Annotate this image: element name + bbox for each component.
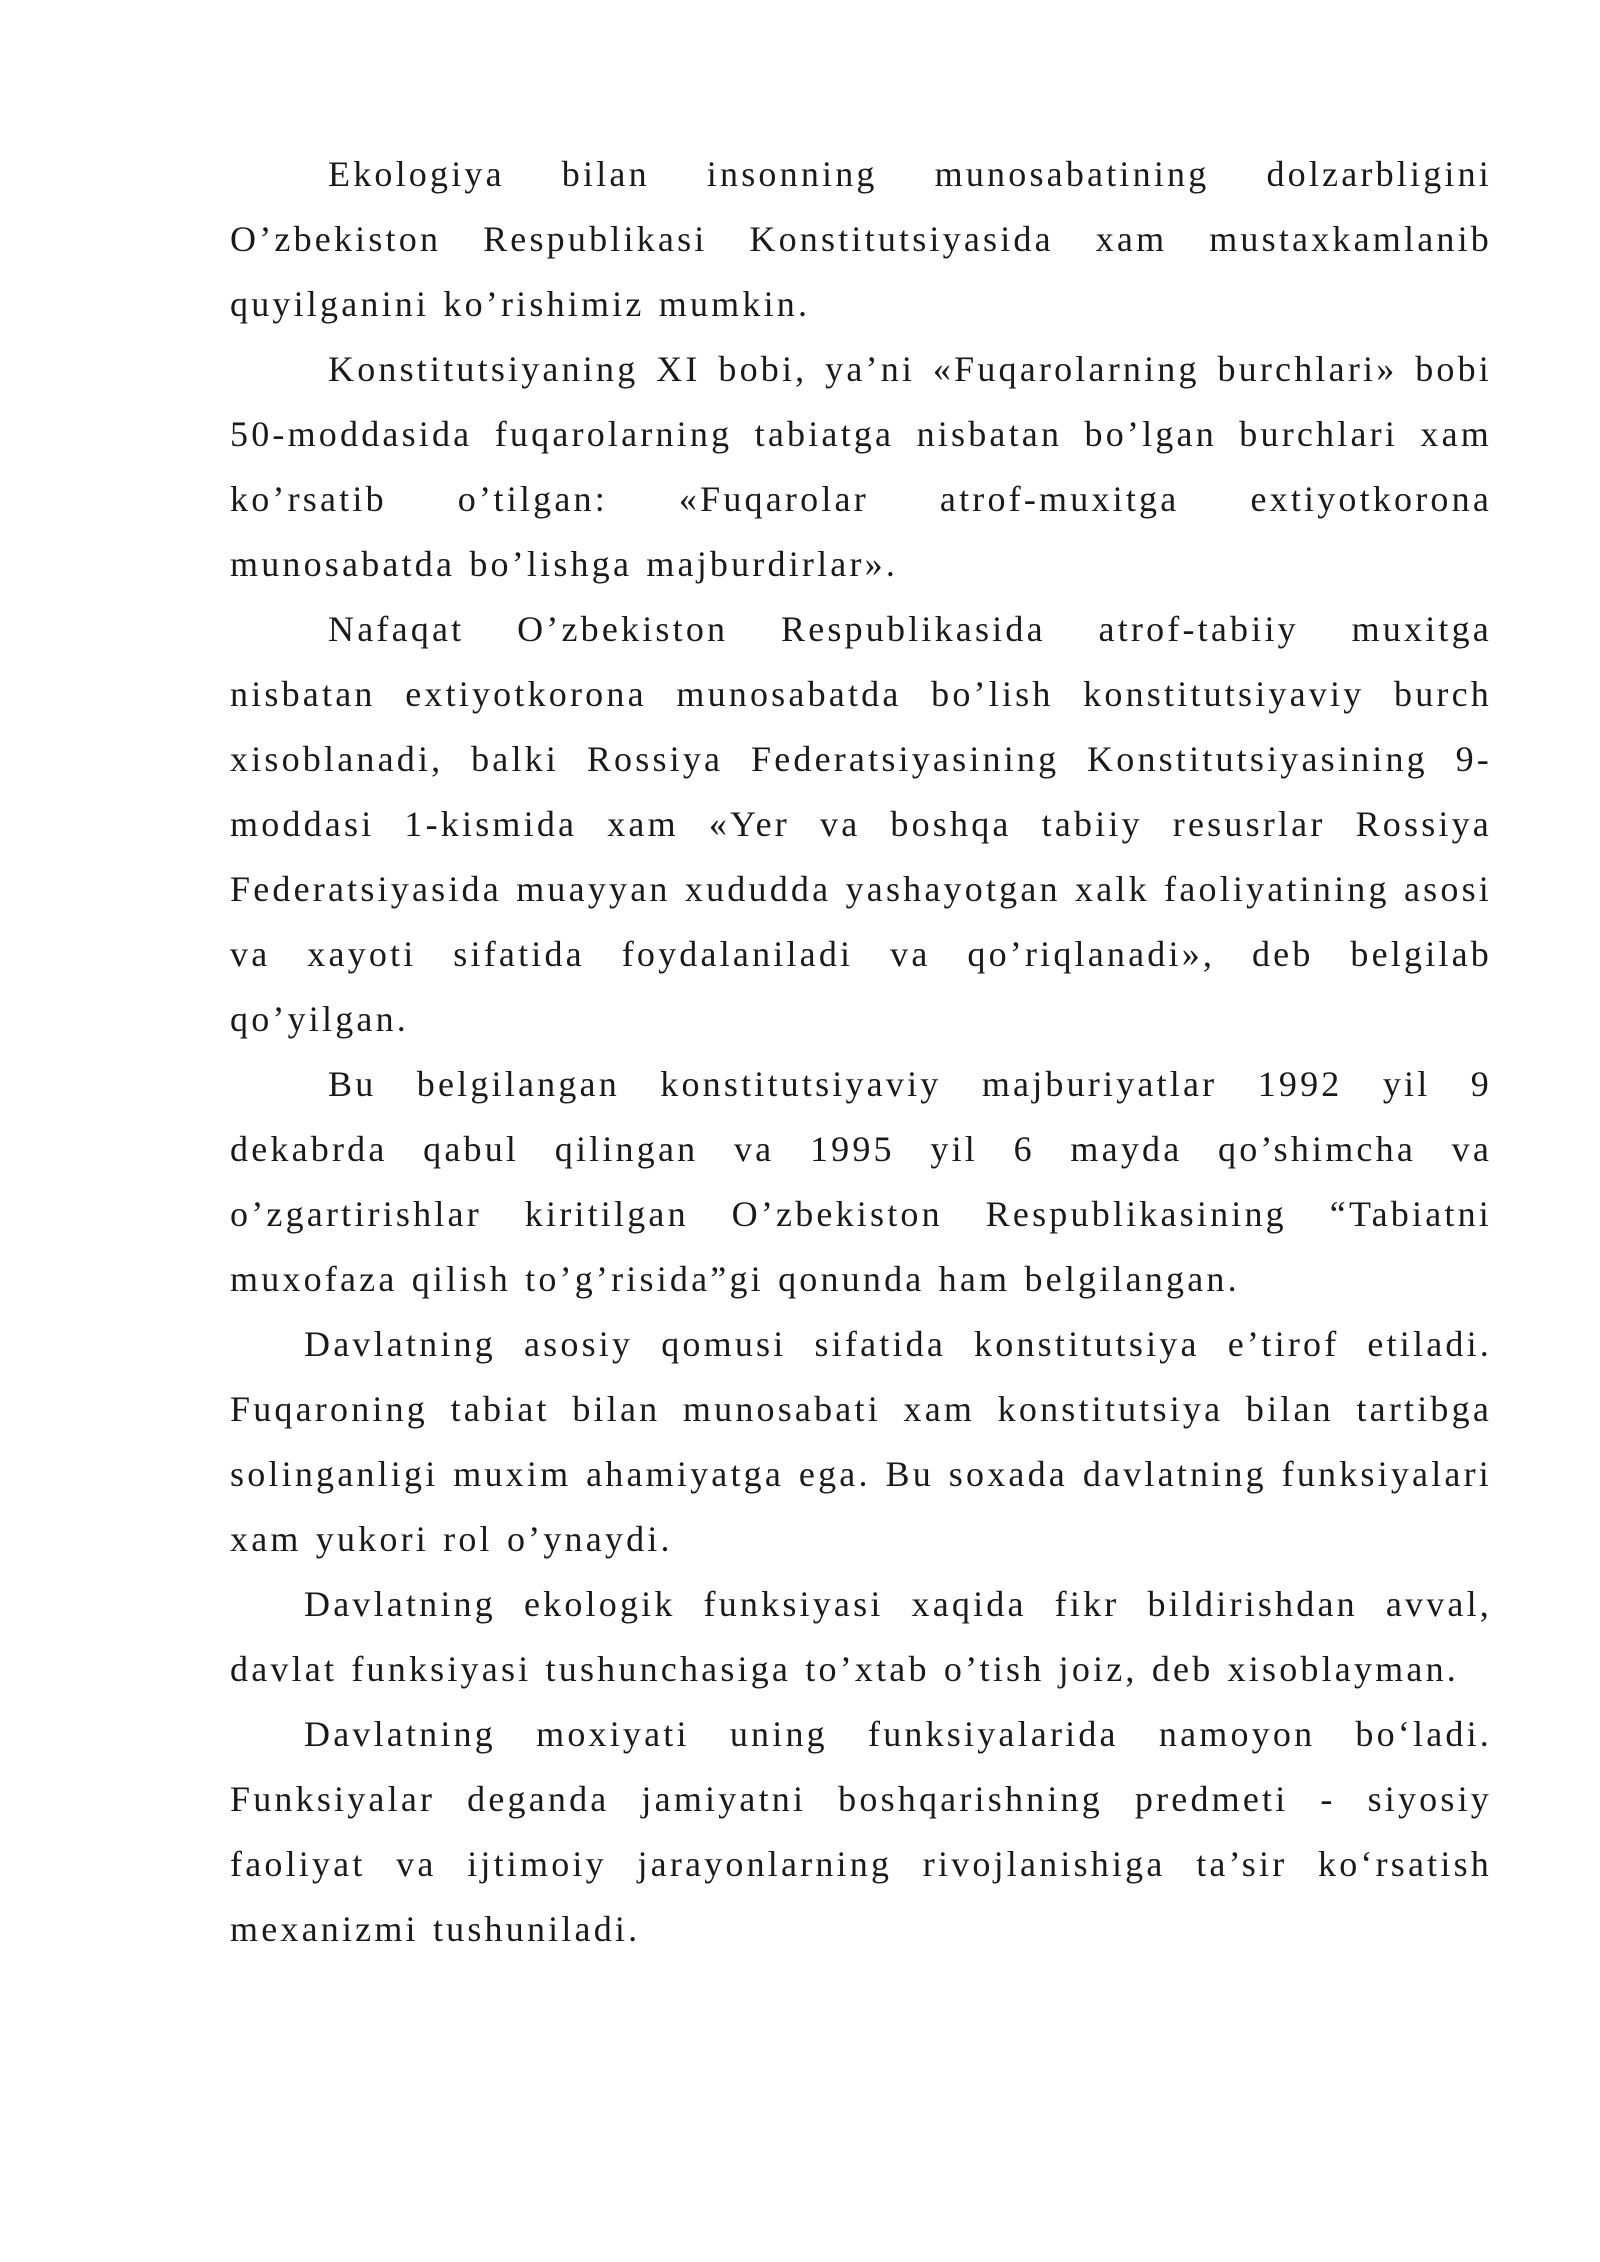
paragraph-2: Konstitutsiyaning XI bobi, ya’ni «Fuqarolarning burchlari» bobi 50-moddasida fuqarolarning tabiatga nisbatan bo’lgan burchlari xam ko’rsatib o’tilgan: «Fuqarolar atrof-muxitga extiyotkorona munosabatda bo’lishga majburdirlar». xyxy=(230,349,1492,584)
paragraph-4: Bu belgilangan konstitutsiyaviy majburiyatlar 1992 yil 9 dekabrda qabul qilingan va 1995 yil 6 mayda qo’shimcha va o’zgartirishlar kiritilgan O’zbekiston Respublikasining “Tabiatni muxofaza qilish to’g’risida”gi qonunda ham belgilangan. xyxy=(230,1064,1492,1299)
paragraph-5: Davlatning asosiy qomusi sifatida konstitutsiya e’tirof etiladi. Fuqaroning tabiat bilan munosabati xam konstitutsiya bilan tartibga solinganligi muxim ahamiyatga ega. Bu soxada davlatning funksiyalari xam yukori rol o’ynaydi. xyxy=(230,1324,1492,1559)
paragraph-7: Davlatning moxiyati uning funksiyalarida namoyon bo‘ladi. Funksiyalar deganda jamiyatni boshqarishning predmeti - siyosiy faoliyat va ijtimoiy jarayonlarning rivojlanishiga ta’sir ko‘rsatish mexanizmi tushuniladi. xyxy=(230,1714,1492,1949)
paragraph-3: Nafaqat O’zbekiston Respublikasida atrof-tabiiy muxitga nisbatan extiyotkorona munosabatda bo’lish konstitutsiyaviy burch xisoblanadi, balki Rossiya Federatsiyasining Konstitutsiyasining 9-moddasi 1-kismida xam «Yer va boshqa tabiiy resusrlar Rossiya Federatsiyasida muayyan xududda yashayotgan xalk faoliyatining asosi va xayoti sifatida foydalaniladi va qo’riqlanadi», deb belgilab qo’yilgan. xyxy=(230,609,1492,1039)
paragraph-1: Ekologiya bilan insonning munosabatining dolzarbligini O’zbekiston Respublikasi Konstitutsiyasida xam mustaxkamlanib quyilganini ko’rishimiz mumkin. xyxy=(230,154,1492,324)
document-page xyxy=(230,142,1492,1962)
paragraph-6: Davlatning ekologik funksiyasi xaqida fikr bildirishdan avval, davlat funksiyasi tushunchasiga to’xtab o’tish joiz, deb xisoblayman. xyxy=(230,1584,1492,1689)
